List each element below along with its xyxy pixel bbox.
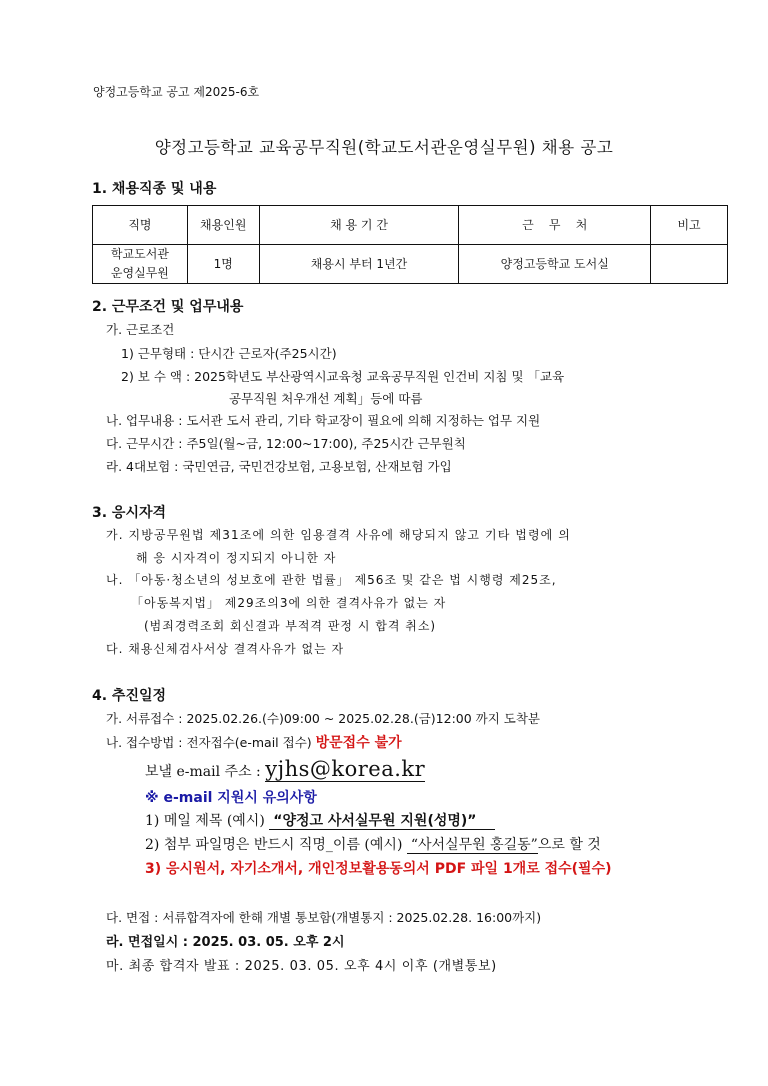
email-address-row (145, 757, 425, 781)
job-title-line1: 학교도서관 (110, 247, 169, 261)
table-header-cell: 채용인원 (187, 206, 259, 245)
file-name-example: “사서실무원 홍길동” (407, 837, 538, 854)
mail-subject-example: “양정고 사서실무원 지원(성명)” (269, 813, 494, 830)
notice-item-3: 3) 응시원서, 자기소개서, 개인정보활용동의서 PDF 파일 1개로 접수(필수) (145, 861, 612, 877)
section2-ga2-line1: 2) 보 수 액 : 2025학년도 부산광역시교육청 교육공무직원 인건비 지침 및 「교육 (121, 369, 565, 384)
notice-number: 양정고등학교 공고 제2025-6호 (93, 85, 260, 99)
table-header-cell: 직명 (93, 206, 188, 245)
section3-na-line2: 「아동복지법」 제29조의3에 의한 결격사유가 없는 자 (131, 596, 447, 610)
section2-ga2-line2: 공무직원 처우개선 계획」등에 따름 (229, 391, 423, 406)
section4-heading: 4. 추진일정 (92, 688, 167, 704)
section4-ga: 가. 서류접수 : 2025.02.26.(수)09:00 ~ 2025.02.28.(금)12:00 까지 도착분 (106, 711, 541, 726)
workplace-cell: 양정고등학교 도서실 (459, 245, 651, 284)
section2-ga: 가. 근로조건 (106, 322, 175, 337)
section3-heading: 3. 응시자격 (92, 505, 167, 521)
section1-heading: 1. 채용직종 및 내용 (92, 181, 217, 197)
section3-na-line1: 나. 「아동·청소년의 성보호에 관한 법률」 제56조 및 같은 법 시행령 제25조, (106, 573, 557, 587)
table-row (93, 245, 728, 284)
notice-item-1 (145, 810, 495, 830)
section2-da: 다. 근무시간 : 주5일(월~금, 12:00~17:00), 주25시간 근무원칙 (106, 436, 466, 451)
section2-ra: 라. 4대보험 : 국민연금, 국민건강보험, 고용보험, 산재보험 가입 (106, 459, 452, 474)
section3-da: 다. 채용신체검사서상 결격사유가 없는 자 (106, 642, 345, 656)
section2-na: 나. 업무내용 : 도서관 도서 관리, 기타 학교장이 필요에 의해 지정하는 업무 지원 (106, 413, 541, 428)
table-header-row (93, 206, 728, 245)
section3-na-line3: (범죄경력조회 회신결과 부적격 판정 시 합격 취소) (144, 619, 437, 633)
section3-ga-line2: 해 응 시자격이 정지되지 아니한 자 (136, 551, 337, 565)
section2-heading: 2. 근무조건 및 업무내용 (92, 299, 244, 315)
job-title-cell (93, 245, 188, 284)
submission-method-text: 나. 접수방법 : 전자접수(e-mail 접수) (106, 735, 316, 750)
section4-da: 다. 면접 : 서류합격자에 한해 개별 통보함(개별통지 : 2025.02.28. 16:00까지) (106, 910, 542, 925)
section4-na (106, 732, 402, 752)
table-header-cell: 채 용 기 간 (259, 206, 459, 245)
page-title: 양정고등학교 교육공무직원(학교도서관운영실무원) 채용 공고 (154, 138, 614, 157)
email-address: yjhs@korea.kr (265, 757, 426, 781)
visit-not-allowed-text: 방문접수 불가 (315, 735, 402, 751)
section4-ma: 마. 최종 합격자 발표 : 2025. 03. 05. 오후 4시 이후 (개별통보) (106, 959, 497, 974)
email-label: 보낼 e-mail 주소 : (145, 764, 266, 780)
section4-ra: 라. 면접일시 : 2025. 03. 05. 오후 2시 (106, 935, 345, 950)
table-header-cell: 비고 (651, 206, 728, 245)
recruit-table (92, 205, 728, 284)
notice-item-1-prefix: 1) 메일 제목 (예시) (145, 813, 270, 829)
notice-item-2-suffix: 으로 할 것 (537, 837, 601, 853)
period-cell: 채용시 부터 1년간 (259, 245, 459, 284)
table-header-cell: 근 무 처 (459, 206, 651, 245)
notice-item-2 (145, 834, 601, 854)
notice-item-2-prefix: 2) 첨부 파일명은 반드시 직명_이름 (예시) (145, 837, 407, 853)
section2-ga1: 1) 근무형태 : 단시간 근로자(주25시간) (121, 346, 337, 361)
section3-ga-line1: 가. 지방공무원법 제31조에 의한 임용결격 사유에 해당되지 않고 기타 법령에 의 (106, 528, 571, 542)
note-cell (651, 245, 728, 284)
email-notice-heading: ※ e-mail 지원시 유의사항 (145, 790, 317, 806)
job-title-line2: 운영실무원 (110, 266, 169, 280)
headcount-cell: 1명 (187, 245, 259, 284)
